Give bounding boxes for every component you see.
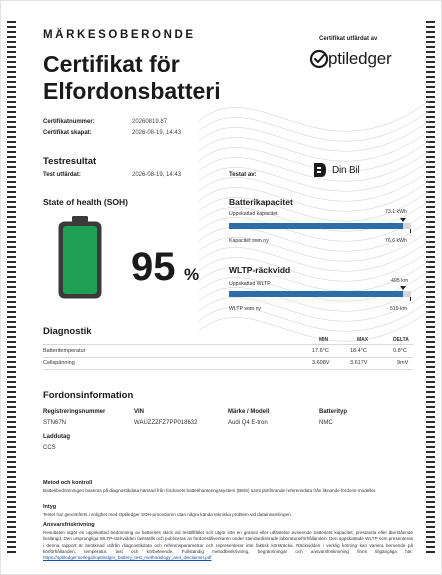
method-text: Batteribedömningen baseras på diagnostikdata hämtad från fordonets batterihanteringssystem (BMS) samt jämförande referensdata från liknande fordons-modeller. — [43, 488, 377, 493]
issuer-name: ptiledger — [328, 49, 392, 68]
vin-value: WAUZZZFZ7PP018632 — [134, 420, 198, 426]
soh-value: 95 — [131, 245, 176, 289]
optiledger-logo — [309, 48, 391, 70]
diag-row-name: Batteritemperatur — [43, 348, 86, 354]
certificate-number-label: Certifikatnummer: — [43, 119, 95, 125]
test-issued-label: Test utfärdat: — [43, 172, 81, 178]
model-value: Audi Q4 E-tron — [228, 420, 268, 426]
diagnostics-title: Diagnostik — [43, 326, 92, 337]
vehicle-title: Fordonsinformation — [43, 390, 134, 401]
certification-title: Intyg — [43, 504, 57, 510]
capacity-bar-fill — [229, 223, 403, 229]
reg-label: Registreringsnummer — [43, 409, 106, 415]
issued-by-label: Certifikat utfärdat av — [319, 36, 378, 42]
method-title: Metod och kontroll — [43, 480, 93, 486]
tested-by-value: Din Bil — [332, 164, 360, 176]
battery-type-label: Batterityp — [319, 409, 348, 415]
diag-row-delta: 9mV — [397, 360, 409, 366]
soh-title: State of health (SOH) — [43, 197, 129, 207]
battery-fill-level — [63, 226, 97, 294]
range-bar — [229, 291, 411, 297]
range-new-tick — [410, 297, 411, 301]
diag-row-max: 18.4°C — [350, 348, 367, 354]
battery-type-value: NMC — [319, 420, 333, 426]
diag-col-max: MAX — [357, 337, 369, 343]
soh-unit: % — [184, 265, 200, 284]
certificate-created-label: Certifikat skapat: — [43, 130, 92, 136]
capacity-new-value: 76.6 kWh — [385, 238, 407, 244]
range-new-value: 519 km — [390, 306, 408, 312]
din-bil-logo-icon — [313, 162, 327, 178]
diag-divider-top — [43, 344, 413, 345]
diag-row-delta: 0.8°C — [393, 348, 407, 354]
left-border-stripes — [7, 21, 16, 554]
diag-row-min: 17.6°C — [312, 348, 329, 354]
model-label: Märke / Modell — [228, 409, 270, 415]
certificate-number-value: 20260819.87 — [132, 119, 168, 125]
capacity-title: Batterikapacitet — [229, 197, 293, 207]
diag-col-min: MIN — [319, 337, 329, 343]
battery-icon — [57, 216, 103, 300]
range-measured-value: 495 km — [391, 278, 409, 284]
page-title — [43, 51, 221, 105]
title-line-2: Elfordonsbatteri — [43, 78, 221, 104]
disclaimer-link[interactable]: https://optiledger.se/legal/optiledger_battery_test_methodology_and_disclaimer.pdf — [43, 555, 212, 561]
capacity-measured-value: 73.1 kWh — [385, 209, 407, 215]
tested-by-label: Testat av: — [229, 172, 257, 178]
diag-divider-bottom — [43, 369, 413, 370]
capacity-new-tick — [410, 229, 411, 233]
title-line-1: Certifikat för — [43, 51, 180, 77]
test-section-title: Testresultat — [43, 156, 97, 167]
capacity-measured-label: Uppskattad kapacitet — [229, 211, 278, 217]
diag-row-name: Cellspänning — [43, 360, 75, 366]
tested-by-brand — [313, 162, 360, 178]
range-marker — [400, 286, 406, 290]
supertitle: MÄRKESOBERONDE — [43, 29, 196, 41]
disclaimer-block — [43, 530, 413, 561]
capacity-bar — [229, 223, 411, 229]
range-measured-label: Uppskattad WLTP — [229, 281, 271, 287]
diag-divider-middle — [43, 357, 413, 358]
range-bar-fill — [229, 291, 403, 297]
test-issued-value: 2026-08-19, 14:43 — [132, 172, 182, 178]
charging-label: Laddutag — [43, 434, 70, 440]
diag-row-min: 3.608V — [312, 360, 330, 366]
certificate-created-value: 2026-08-19, 14:43 — [132, 130, 182, 136]
charging-value: CCS — [43, 445, 56, 451]
vin-label: VIN — [134, 409, 145, 415]
disclaimer-title: Ansvarsfriskrivning — [43, 522, 95, 528]
diag-row-max: 3.617V — [350, 360, 368, 366]
disclaimer-text: Resultaten utgör en uppskattad bedömning av batteriets skick vid testtillfället och utgör inte en garanti eller utfästelse avseende batteriets kapacitet, prestanda eller återstående livslängd. Den ursprungliga WLTP-räckvidden fastställs och publiceras av fordonstillverkaren under standardiserade laboratorieförhållanden. Den uppskattade WLTP som presenteras i denna rapport är beräknad utifrån diagnostikdata och referensparametrar och representerar inte faktisk körsträcka. Räckvidden i verklig körning kan variera beroende på körförhållanden, temperatur, last och körbeteende. Fullständig metodbeskrivning, begränsningar och ansvarsfriskrivning finns tillgängliga här: — [43, 530, 413, 554]
range-new-label: WLTP som ny — [229, 306, 262, 312]
certification-text: Testet har genomförts i enlighet med Optiledger SOH-proceduren utan några kända tekniska problem vid datainsamlingen. — [43, 512, 292, 517]
capacity-new-label: Kapacitet som ny — [229, 238, 269, 244]
reg-value: STN67N — [43, 420, 67, 426]
capacity-marker — [400, 218, 406, 222]
diag-col-delta: DELTA — [393, 337, 409, 343]
range-title: WLTP-räckvidd — [229, 265, 291, 275]
